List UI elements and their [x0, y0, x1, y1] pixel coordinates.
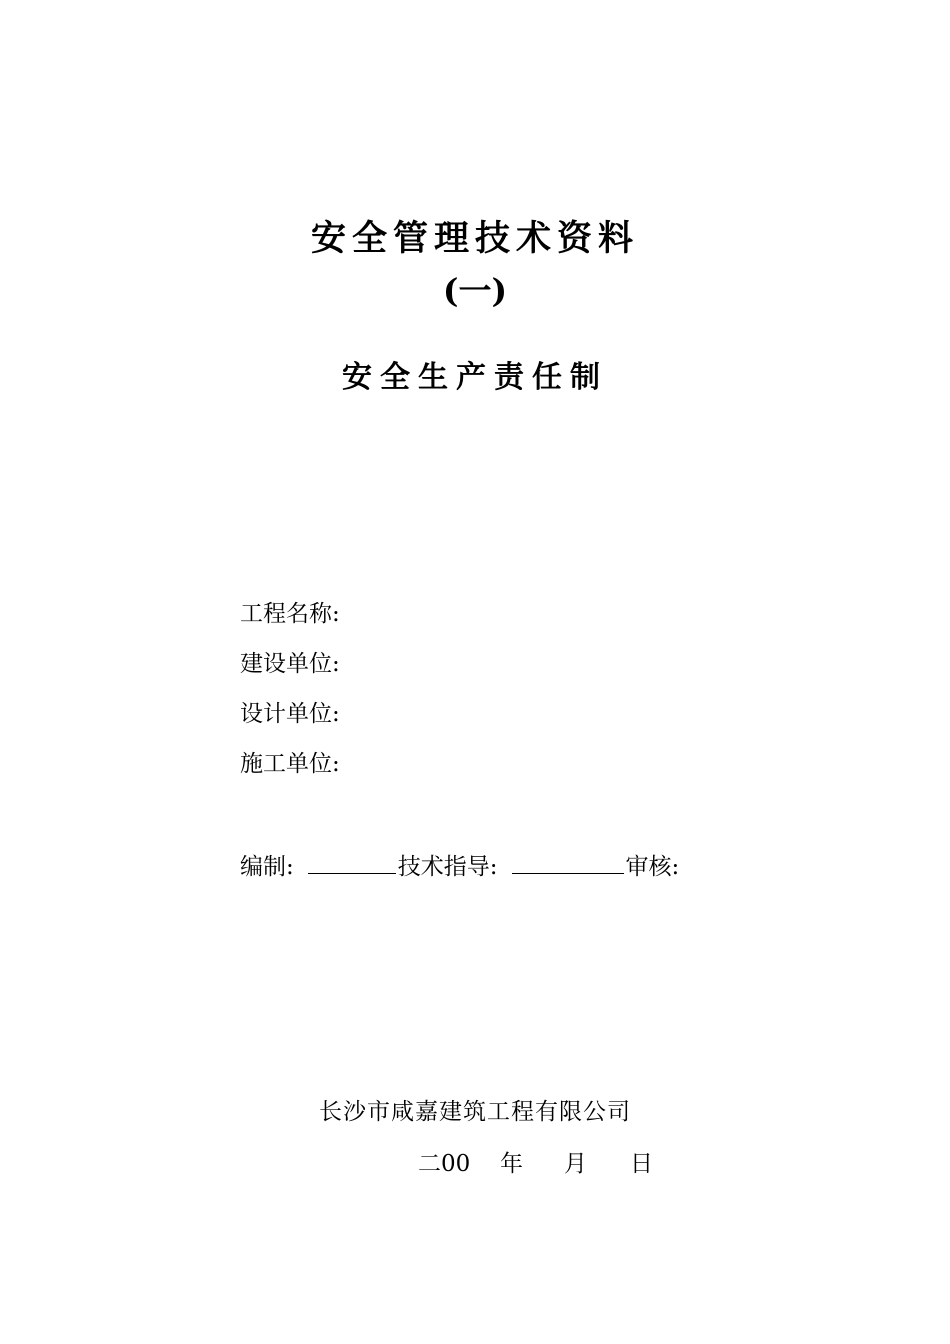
- technical-guidance-label: 技术指导:: [397, 854, 498, 880]
- date-line: [418, 1146, 653, 1182]
- reviewed-by-label: 审核:: [625, 854, 680, 880]
- volume-number: (一): [442, 271, 508, 310]
- date-month-label: 月: [564, 1151, 587, 1177]
- company-name: 长沙市咸嘉建筑工程有限公司: [319, 1099, 631, 1125]
- project-info-fields: [240, 596, 840, 796]
- document-subtitle: 安全生产责任制: [342, 360, 608, 395]
- signature-row: [240, 847, 860, 885]
- field-contractor-unit: 施工单位:: [240, 751, 340, 777]
- document-title: 安全管理技术资料: [310, 218, 639, 259]
- technical-guidance-blank: [512, 847, 624, 874]
- date-day-label: 日: [630, 1151, 653, 1177]
- compiled-by-label: 编制:: [240, 854, 294, 880]
- field-construction-unit: 建设单位:: [240, 651, 340, 677]
- date-prefix: 二00: [418, 1151, 471, 1177]
- date-year-label: 年: [500, 1151, 523, 1177]
- field-design-unit: 设计单位:: [240, 701, 340, 727]
- field-project-name: 工程名称:: [240, 601, 340, 627]
- compiled-by-blank: [308, 847, 396, 874]
